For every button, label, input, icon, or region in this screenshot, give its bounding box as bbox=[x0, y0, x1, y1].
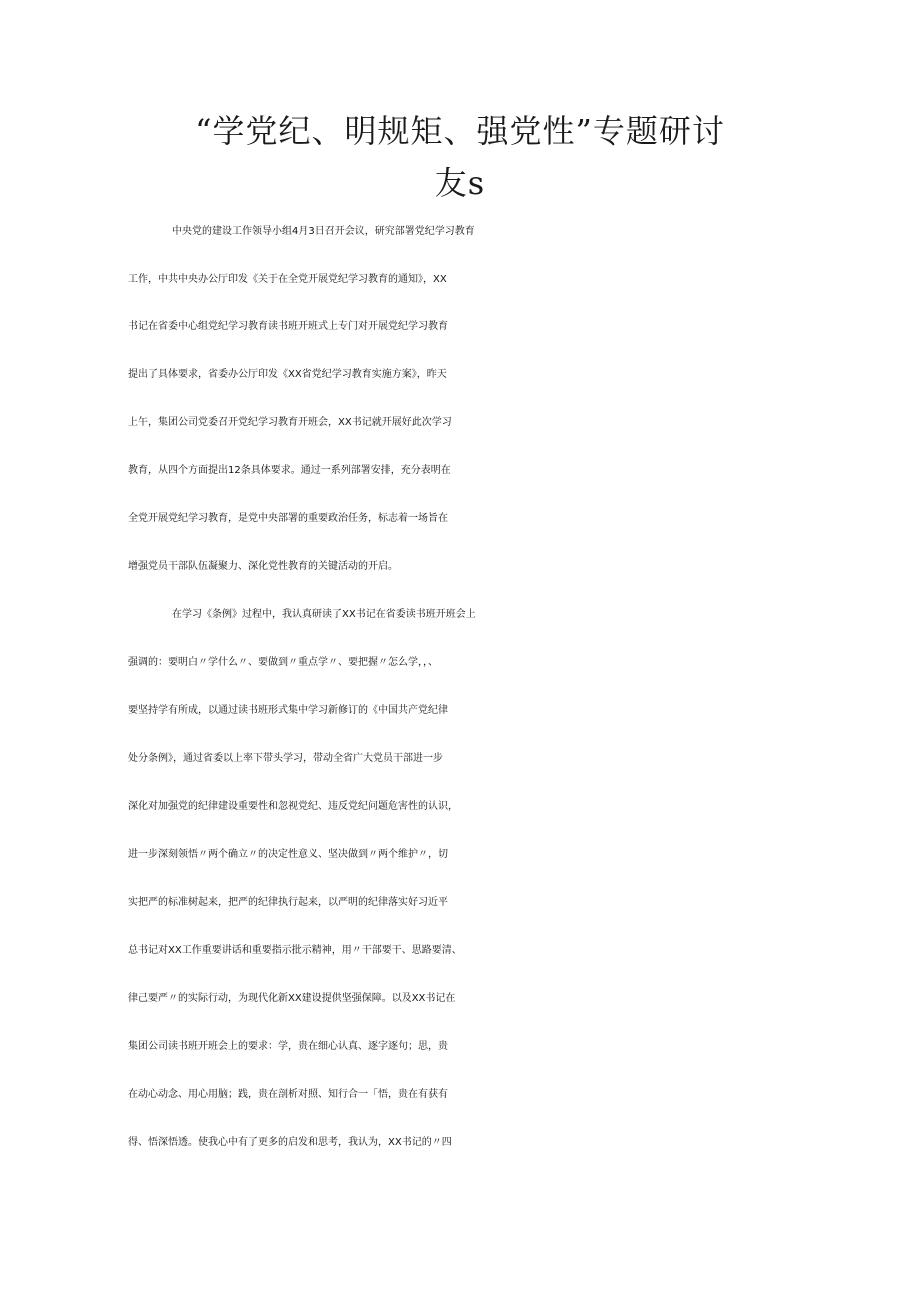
body-line: 集团公司读书班开班会上的要求：学，贵在细心认真、逐字逐句；思，贵 bbox=[128, 1041, 448, 1052]
body-line: 要坚持学有所成，以通过读书班形式集中学习新修订的《中国共产党纪律 bbox=[128, 705, 448, 716]
body-line: 律己要严〃的实际行动，为现代化新XX建设提供坚强保障。以及XX书记在 bbox=[128, 993, 456, 1004]
body-line: 总书记对XX工作重要讲话和重要指示批示精神，用〃干部要干、思路要清、 bbox=[128, 945, 462, 956]
body-line: 增强党员干部队伍凝聚力、深化党性教育的关键活动的开启。 bbox=[128, 561, 398, 572]
body-line: 教育，从四个方面提出12条具体要求。通过一系列部署安排，充分表明在 bbox=[128, 465, 451, 476]
body-line: 得、悟深悟透。使我心中有了更多的启发和思考，我认为，XX书记的〃四 bbox=[128, 1137, 452, 1148]
body-line: 上午，集团公司党委召开党纪学习教育开班会，XX书记就开展好此次学习 bbox=[128, 417, 452, 428]
body-line: 处分条例》，通过省委以上率下带头学习，带动全省广大党员干部进一步 bbox=[128, 753, 443, 764]
body-line: 实把严的标准树起来，把严的纪律执行起来，以严明的纪律落实好习近平 bbox=[128, 897, 448, 908]
document-title-line-1: “学党纪、明规矩、强党性”专题研讨 bbox=[195, 112, 725, 150]
document-title-line-2: 友s bbox=[434, 164, 486, 202]
body-line: 提出了具体要求，省委办公厅印发《XX省党纪学习教育实施方案》，昨天 bbox=[128, 369, 447, 380]
body-line: 中央党的建设工作领导小组4月3日召开会议，研究部署党纪学习教育 bbox=[172, 226, 475, 237]
body-line: 深化对加强党的纪律建设重要性和忽视党纪、违反党纪问题危害性的认识， bbox=[128, 801, 458, 812]
body-line: 进一步深刻领悟〃两个确立〃的决定性意义、坚决做到〃两个维护〃，切 bbox=[128, 849, 448, 860]
body-line: 工作，中共中央办公厅印发《关于在全党开展党纪学习教育的通知》，XX bbox=[128, 274, 447, 285]
body-line: 在动心动念、用心用脑；践，贵在剖析对照、知行合一「悟，贵在有获有 bbox=[128, 1089, 448, 1100]
body-line: 在学习《条例》过程中，我认真研读了XX书记在省委读书班开班会上 bbox=[172, 609, 476, 620]
body-line: 书记在省委中心组党纪学习教育读书班开班式上专门对开展党纪学习教育 bbox=[128, 321, 448, 332]
body-line: 强调的：要明白〃学什么〃、要做到〃重点学〃、要把握〃怎么学，，、 bbox=[128, 657, 438, 668]
body-line: 全党开展党纪学习教育，是党中央部署的重要政治任务，标志着一场旨在 bbox=[128, 513, 448, 524]
